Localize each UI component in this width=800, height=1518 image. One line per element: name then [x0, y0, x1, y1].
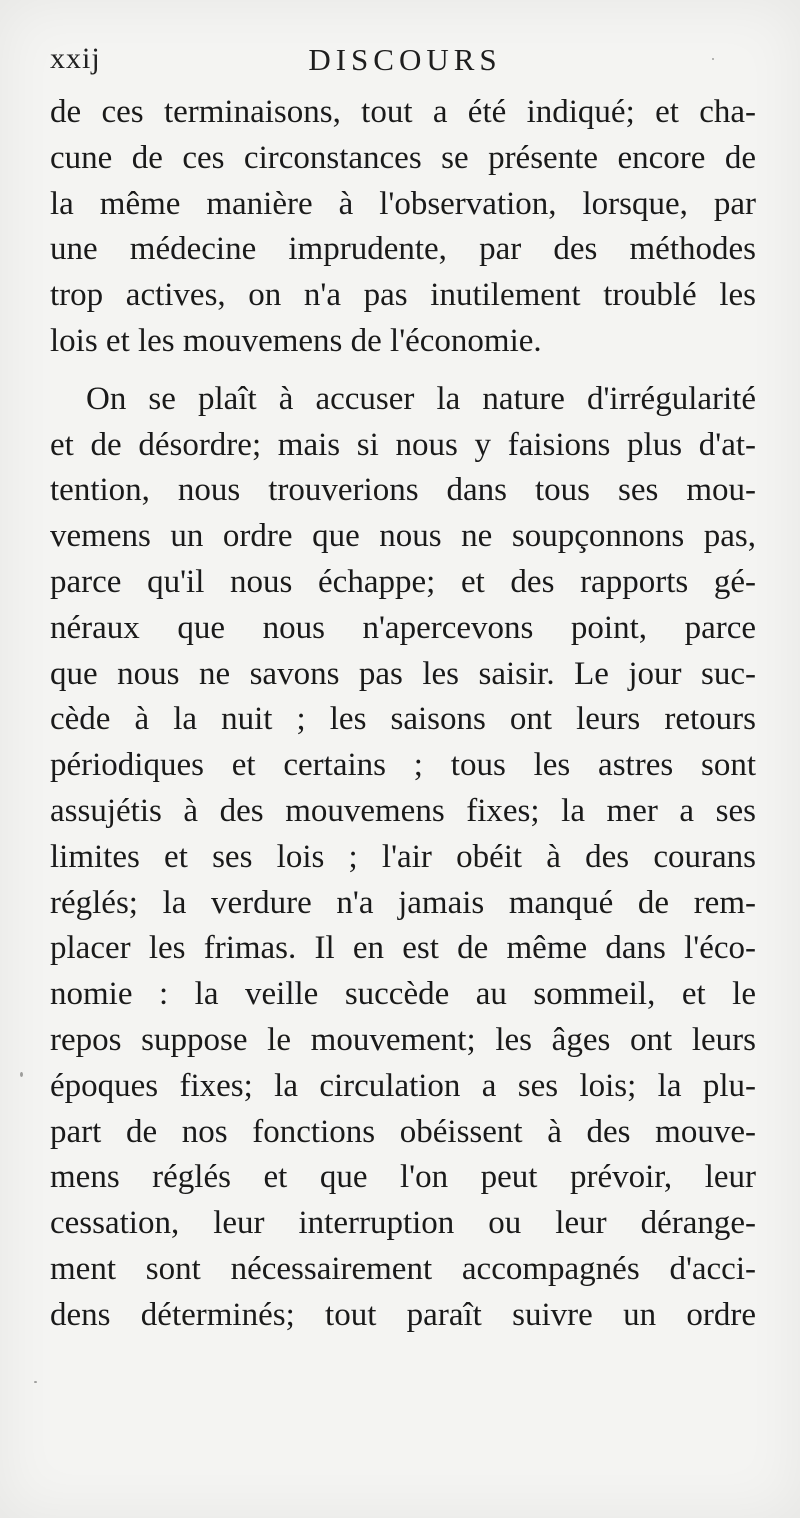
text-line: époques fixes; la circulation a ses lois; la plu- [50, 1067, 756, 1104]
page-header [50, 42, 760, 90]
text-line: de ces terminaisons, tout a été indiqué; et cha- [50, 94, 756, 130]
paragraph-1 [50, 90, 756, 365]
scan-speck [20, 1072, 23, 1077]
text-line: nomie : la veille succède au sommeil, et le [50, 976, 756, 1013]
text-line: tention, nous trouverions dans tous ses mou- [50, 472, 756, 509]
text-line: vemens un ordre que nous ne soupçonnons pas, [50, 518, 756, 555]
text-line: néraux que nous n'apercevons point, parce [50, 609, 756, 646]
text-line: repos suppose le mouvement; les âges ont leurs [50, 1021, 756, 1058]
body-text [50, 90, 756, 1339]
text-line: la même manière à l'observation, lorsque, par [50, 185, 756, 222]
text-line: limites et ses lois ; l'air obéit à des courans [50, 838, 756, 875]
paragraph-2 [50, 377, 756, 1339]
text-line: réglés; la verdure n'a jamais manqué de rem- [50, 884, 756, 921]
text-line: part de nos fonctions obéissent à des mouve- [50, 1113, 756, 1150]
text-line: cède à la nuit ; les saisons ont leurs retours [50, 701, 756, 738]
text-line: placer les frimas. Il en est de même dans l'éco- [50, 930, 756, 967]
text-line: cessation, leur interruption ou leur dérange- [50, 1205, 756, 1242]
text-line: On se plaît à accuser la nature d'irrégularité [86, 380, 756, 417]
text-line: cune de ces circonstances se présente encore de [50, 139, 756, 176]
text-line: ment sont nécessairement accompagnés d'acci- [50, 1250, 756, 1287]
page-number: xxij [50, 42, 101, 75]
text-line: une médecine imprudente, par des méthodes [50, 231, 756, 268]
text-line: que nous ne savons pas les saisir. Le jour suc- [50, 655, 756, 692]
scan-speck [34, 1381, 37, 1383]
text-line: et de désordre; mais si nous y faisions plus d'at- [50, 426, 756, 463]
scan-speck [712, 58, 714, 60]
text-line: dens déterminés; tout paraît suivre un ordre [50, 1296, 756, 1333]
text-line: trop actives, on n'a pas inutilement troublé les [50, 277, 756, 314]
paragraph-spacer [50, 365, 756, 377]
text-line: lois et les mouvemens de l'économie. [50, 322, 542, 359]
running-head: DISCOURS [308, 42, 502, 77]
text-line: mens réglés et que l'on peut prévoir, leur [50, 1159, 756, 1196]
text-line: assujétis à des mouvemens fixes; la mer a ses [50, 792, 756, 829]
text-line: périodiques et certains ; tous les astres sont [50, 747, 756, 784]
text-line: parce qu'il nous échappe; et des rapports gé- [50, 563, 756, 600]
